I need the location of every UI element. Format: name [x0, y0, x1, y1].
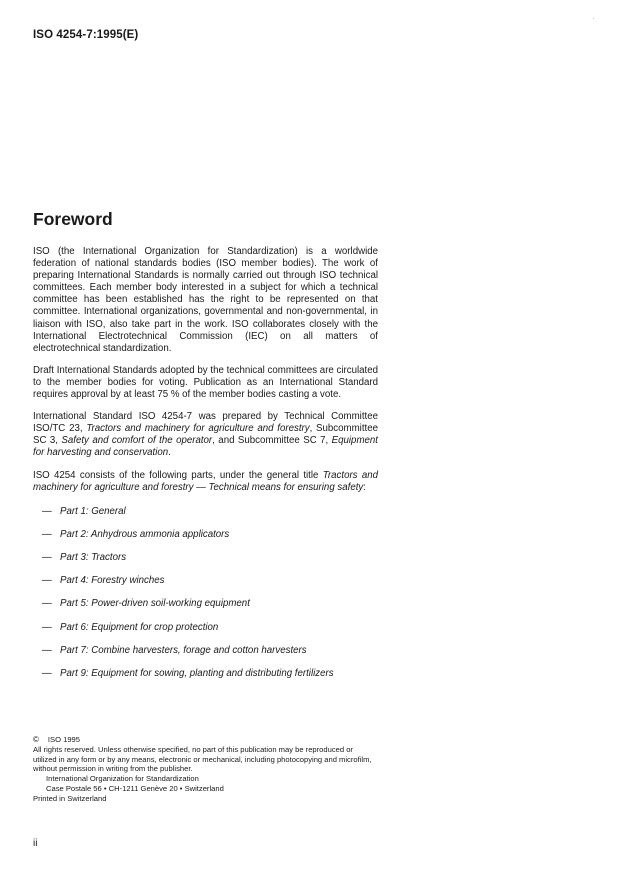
list-item — [33, 622, 378, 645]
list-item — [33, 645, 378, 668]
part-label: Part 1: General — [60, 505, 126, 517]
list-dash: — — [42, 552, 52, 564]
printed-in: Printed in Switzerland — [33, 793, 107, 803]
prepared-text: , Subcommittee SC 3, — [33, 423, 378, 447]
list-item — [33, 506, 378, 529]
copyright-block — [33, 735, 378, 804]
standard-number: ISO 4254-7:1995(E) — [33, 29, 139, 41]
rights-statement: All rights reserved. Unless otherwise specified, no part of this publication may be reproduced or utilized in any form or by any means, electronic or mechanical, including photocopying and microfilm, without permission in writing from the publisher. — [33, 744, 372, 774]
copyright-symbol: © — [33, 735, 39, 744]
list-dash: — — [42, 621, 52, 633]
paragraph-draft-standards: Draft International Standards adopted by the technical committees are circulated to the member bodies for voting. Publication as an International Standard requires approval by at least 75 % of the member bodies casting a vote. — [33, 364, 378, 401]
general-title: Tractors and machinery for agriculture and forestry — Technical means for ensuring safety — [33, 469, 378, 493]
prepared-text: International Standard ISO 4254-7 was prepared by Technical Committee ISO/TC 23, — [33, 411, 378, 435]
list-dash: — — [42, 575, 52, 587]
list-item — [33, 598, 378, 621]
foreword-heading: Foreword — [33, 209, 113, 229]
publisher-name: International Organization for Standardization — [46, 774, 199, 784]
list-dash: — — [42, 528, 52, 540]
copyright-line — [33, 735, 378, 745]
list-dash: — — [42, 668, 52, 679]
sc3-title: Safety and comfort of the operator — [61, 435, 213, 447]
copyright-year: ISO 1995 — [47, 735, 80, 744]
list-item — [33, 575, 378, 598]
prepared-text: . — [168, 447, 171, 459]
list-dash: — — [42, 505, 52, 517]
part-label: Part 7: Combine harvesters, forage and cotton harvesters — [60, 644, 307, 656]
list-dash: — — [42, 598, 52, 610]
part-label: Part 9: Equipment for sowing, planting and distributing fertilizers — [60, 668, 334, 679]
paragraph-iso-intro: ISO (the International Organization for Standardization) is a worldwide federation of national standards bodies (ISO member bodies). The work of preparing International Standards is normally carried out through ISO technical committees. Each member body interested in a subject for which a technical committee has been established has the right to be represented on that committee. International organizations, governmental and non-governmental, in liaison with ISO, also take part in the work. ISO collaborates closely with the International Electrotechnical Commission (IEC) on all matters of electrotechnical standardization. — [33, 246, 378, 354]
paragraph-consists-of — [33, 470, 378, 494]
parts-list — [33, 506, 378, 692]
page-number: ii — [33, 838, 38, 849]
list-item — [33, 552, 378, 575]
prepared-text: , and Subcommittee SC 7, — [212, 435, 332, 447]
consists-text: ISO 4254 consists of the following parts, under the general title — [33, 469, 323, 481]
sc7-title: Equipment for harvesting and conservation — [33, 435, 378, 459]
part-label: Part 4: Forestry winches — [60, 575, 165, 587]
part-label: Part 6: Equipment for crop protection — [60, 621, 219, 633]
part-label: Part 5: Power-driven soil-working equipment — [60, 598, 250, 610]
tc-title: Tractors and machinery for agriculture and forestry — [86, 423, 310, 435]
list-item — [33, 529, 378, 552]
part-label: Part 2: Anhydrous ammonia applicators — [60, 528, 230, 540]
foreword-body — [33, 246, 378, 691]
list-item — [33, 668, 378, 691]
paragraph-prepared-by — [33, 411, 378, 459]
scan-mark — [593, 18, 594, 19]
publisher-address: Case Postale 56 • CH-1211 Genève 20 • Switzerland — [46, 783, 224, 793]
consists-text: : — [363, 481, 366, 493]
part-label: Part 3: Tractors — [60, 552, 127, 564]
list-dash: — — [42, 644, 52, 656]
